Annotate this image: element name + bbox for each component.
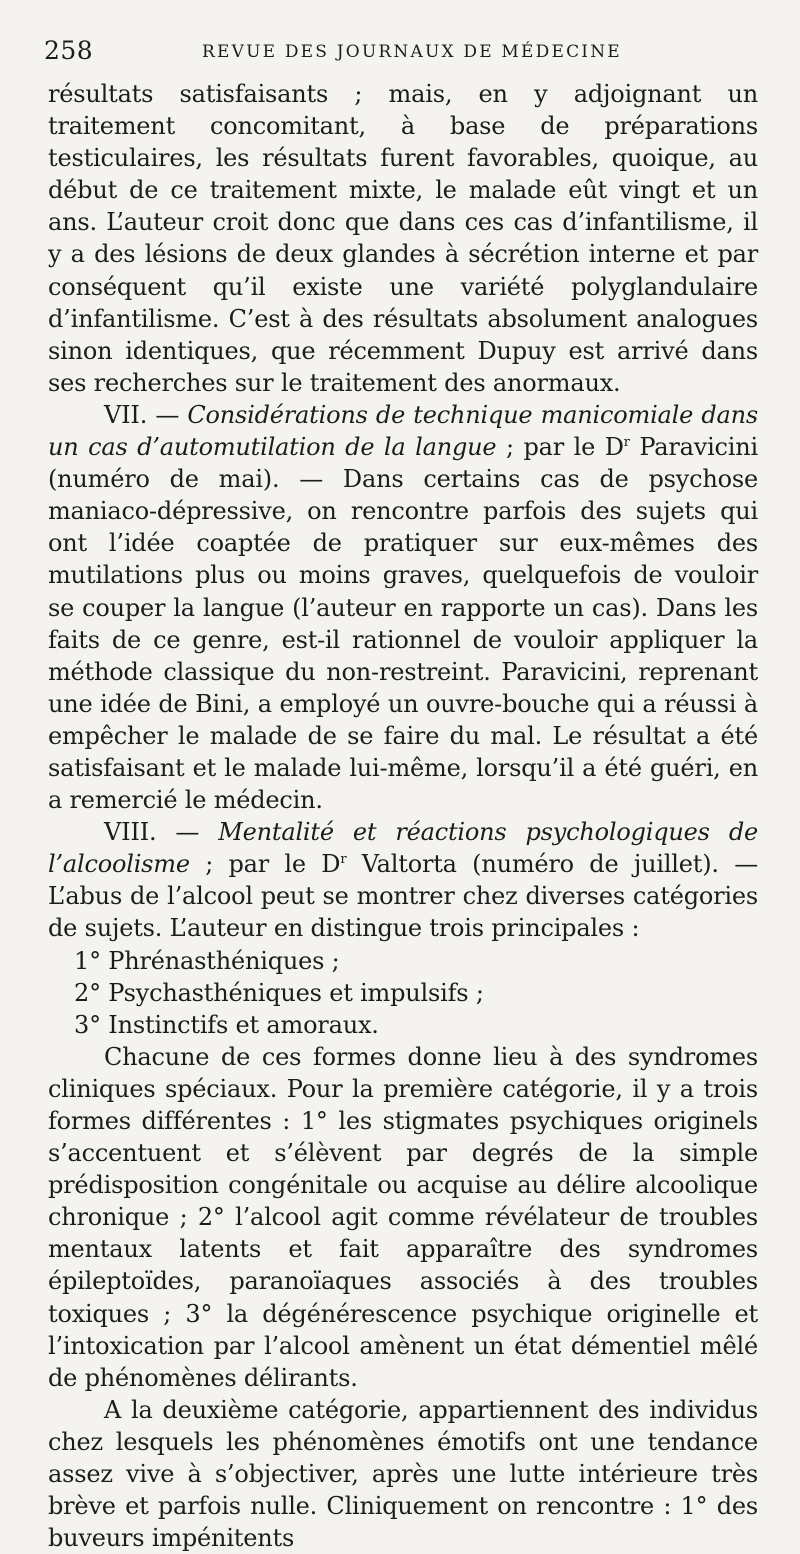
paragraph-continuation: résultats satisfaisants ; mais, en y adjoignant un traitement concomitant, à base de préparations testiculaires, les résultats furent favorables, quoique, au début de ce traitement mixte, le malade eût vingt et un ans. L’auteur croit donc que dans ces cas d’infantilisme, il y a des lésions de deux glandes à sécrétion interne et par conséquent qu’il existe une variété polyglandulaire d’infantilisme. C’est à des résultats absolument analogues sinon identiques, que récemment Dupuy est arrivé dans ses recherches sur le traitement des anormaux.	[48, 80, 758, 397]
section-vii-number: VII. —	[104, 400, 188, 429]
section-viii-body: Valtorta (numéro de juillet). — L’abus de l’alcool peut se montrer chez diverses catégories de sujets. L’auteur en distingue trois principales :	[48, 850, 758, 943]
paragraph-second-category: A la deuxième catégorie, appartiennent des individus chez lesquels les phénomènes émotifs ont une tendance assez vive à s’objectiver, après une lutte intérieure très brève et parfois nulle. Cliniquement on rencontre : 1° des buveurs impénitents	[48, 1395, 758, 1553]
section-viii	[48, 816, 758, 944]
list-item: 3° Instinctifs et amoraux.	[74, 1010, 379, 1039]
page-number: 258	[44, 36, 94, 65]
section-viii-title: Mentalité et réactions psychologiques de l’alcoolisme	[48, 818, 758, 879]
section-vii-superscript: r	[623, 435, 630, 451]
paragraph-forms: Chacune de ces formes donne lieu à des syndromes cliniques spéciaux. Pour la première catégorie, il y a trois formes différentes : 1° les stigmates psychiques originels s’accentuent et s’élèvent par degrés de la simple prédisposition congénitale ou acquise au délire alcoolique chronique ; 2° l’alcool agit comme révélateur de troubles mentaux latents et fait apparaître des syndromes épileptoïdes, paranoïaques associés à des troubles toxiques ; 3° la dégénérescence psychique originelle et l’intoxication par l’alcool amènent un état démentiel mêlé de phénomènes délirants.	[48, 1042, 758, 1392]
journal-title: REVUE DES JOURNAUX DE MÉDECINE	[202, 42, 622, 62]
running-header	[44, 36, 764, 66]
body-text	[48, 78, 758, 1554]
section-viii-number: VIII. —	[104, 818, 219, 847]
section-vii-byline: ; par le D	[496, 433, 624, 462]
list-item: 2° Psychasthéniques et impulsifs ;	[74, 978, 484, 1007]
list-item: 1° Phrénasthéniques ;	[74, 946, 340, 975]
section-viii-superscript: r	[340, 852, 347, 868]
section-vii-title: Considérations de technique manicomiale dans un cas d’automutilation de la langue	[48, 400, 758, 462]
section-vii	[48, 399, 758, 816]
section-vii-body: Paravicini (numéro de mai). — Dans certains cas de psychose maniaco-dépressive, on rencontre parfois des sujets qui ont l’idée coaptée de pratiquer sur eux-mêmes des mutilations plus ou moins graves, quelquefois de vouloir se couper la langue (l’auteur en rapporte un cas). Dans les faits de ce genre, est-il rationnel de vouloir appliquer la méthode classique du non-restreint. Paravicini, reprenant une idée de Bini, a employé un ouvre-bouche qui a réussi à empêcher le malade de se faire du mal. Le résultat a été satisfaisant et le malade lui-même, lorsqu’il a été guéri, en a remercié le médecin.	[48, 433, 758, 815]
section-viii-byline: ; par le D	[189, 850, 341, 879]
